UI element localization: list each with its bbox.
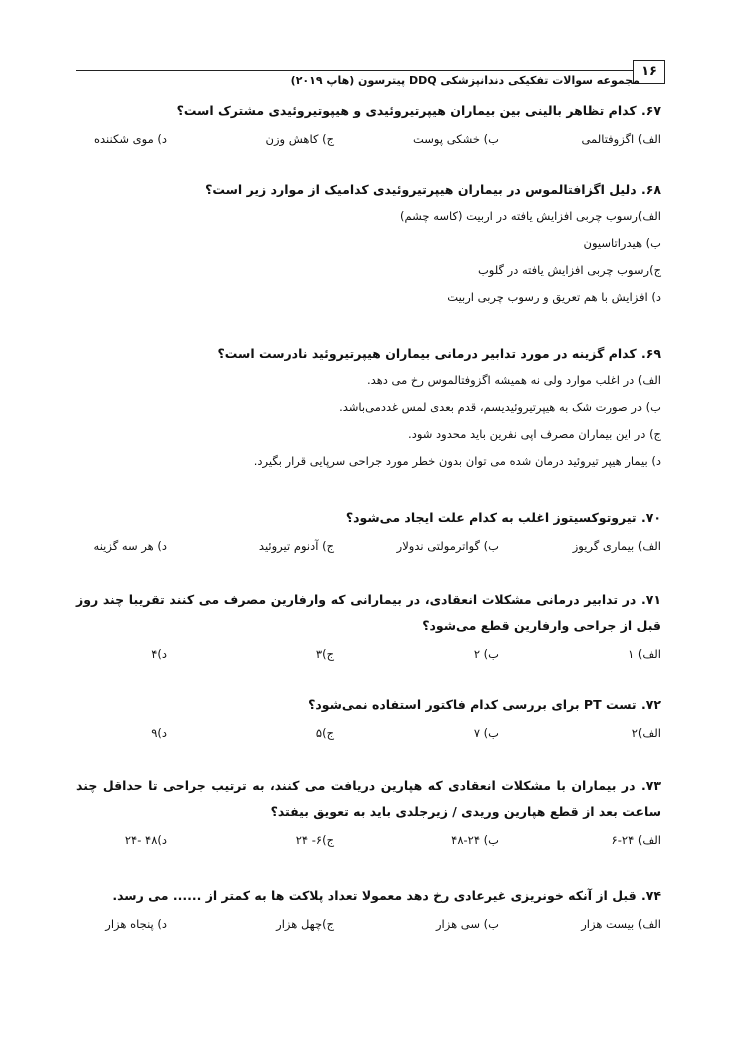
page-number: ۱۶ (633, 60, 665, 84)
option-b: ب) ۲۴-۴۸ (451, 833, 499, 847)
option-b: ب) در صورت شک به هیپرتیروئیدیسم، قدم بعدی لمس غددمی‌باشد. (339, 400, 661, 414)
option-d: د) هر سه گزینه (93, 539, 167, 553)
option-b: ب) سی هزار (435, 917, 499, 931)
option-c: ج) کاهش وزن (265, 132, 334, 146)
question-title: ۷۴. قبل از آنکه خونریزی غیرعادی رخ دهد معمولا تعداد پلاکت ها به کمتر از ...... می رسد. (112, 888, 661, 903)
option-d: د)۴۸ -۲۴ (124, 833, 167, 847)
question-title: ۷۳. در بیماران با مشکلات انعقادی که هپارین دریافت می کنند، به ترتیب جراحی تا حداقل چند ساعت بعد از قطع هپارین وریدی / زیرجلدی باید به تعویق بیفتد؟ (76, 778, 661, 819)
question-title: ۷۰. تیروتوکسیتوز اغلب به کدام علت ایجاد می‌شود؟ (345, 510, 661, 525)
header-rule (76, 70, 633, 71)
option-b: ب) ۲ (473, 647, 499, 661)
options-row (76, 912, 661, 936)
question-title: ۶۷. کدام تظاهر بالینی بین بیماران هیپرتیروئیدی و هیپوتیروئیدی مشترک است؟ (176, 103, 661, 118)
option-d: د)۴ (151, 647, 167, 661)
option-d: د)۹ (151, 726, 167, 740)
option-b: ب) ۷ (473, 726, 499, 740)
option-a: الف)رسوب چربی افزایش یافته در اربیت (کاسه چشم) (400, 209, 661, 223)
question-72 (76, 692, 661, 745)
question-73 (76, 773, 661, 852)
question-74 (76, 883, 661, 936)
option-c: ج)چهل هزار (276, 917, 334, 931)
option-c: ج)۳ (315, 647, 334, 661)
options-row (76, 534, 661, 558)
option-d: د) بیمار هیپر تیروئید درمان شده می توان بدون خطر مورد جراحی سرپایی قرار بگیرد. (253, 454, 661, 468)
option-a: الف) ۱ (628, 647, 661, 661)
options-row (76, 721, 661, 745)
option-b: ب) خشکی پوست (413, 132, 499, 146)
option-b: ب) هیدراتاسیون (583, 236, 661, 250)
question-71 (76, 587, 661, 666)
option-c: ج)۶- ۲۴ (295, 833, 334, 847)
question-69 (76, 341, 661, 475)
option-c: ج)رسوب چربی افزایش یافته در گلوب (477, 263, 661, 277)
options-row (76, 642, 661, 666)
option-d: د) افزایش با هم تعریق و رسوب چربی اربیت (447, 290, 661, 304)
options-row (76, 127, 661, 151)
question-68 (76, 177, 661, 311)
option-a: الف) اگزوفتالمی (581, 132, 661, 146)
question-title: ۶۹. کدام گزینه در مورد تدابیر درمانی بیماران هیپرتیروئید نادرست است؟ (217, 346, 661, 361)
option-c: ج) آدنوم تیروئید (258, 539, 334, 553)
option-a: الف) ۲۴-۶ (611, 833, 661, 847)
question-title: ۷۱. در تدابیر درمانی مشکلات انعقادی، در بیمارانی که وارفارین مصرف می کنند تقریبا چند روز قبل از جراحی وارفارین قطع می‌شود؟ (76, 592, 661, 633)
option-a: الف)۲ (631, 726, 661, 740)
question-title: ۷۲. تست PT برای بررسی کدام فاکتور استفاده نمی‌شود؟ (308, 697, 661, 712)
question-67 (76, 98, 661, 151)
option-c: ج) در این بیماران مصرف اپی نفرین باید محدود شود. (408, 427, 661, 441)
option-a: الف) بیماری گریوز (572, 539, 661, 553)
option-a: الف) بیست هزار (581, 917, 661, 931)
option-b: ب) گواترمولتی ندولار (396, 539, 499, 553)
option-c: ج)۵ (315, 726, 334, 740)
question-70 (76, 505, 661, 558)
option-a: الف) در اغلب موارد ولی نه همیشه اگزوفتالموس رخ می دهد. (367, 373, 661, 387)
question-title: ۶۸. دلیل اگزافتالموس در بیماران هیپرتیروئیدی کدامیک از موارد زیر است؟ (205, 182, 661, 197)
option-d: د) پنجاه هزار (105, 917, 167, 931)
options-row (76, 828, 661, 852)
option-d: د) موی شکننده (93, 132, 167, 146)
running-head: مجموعه سوالات تفکیکی دندانپزشکی DDQ پیترسون (هاپ ۲۰۱۹) (290, 74, 640, 87)
